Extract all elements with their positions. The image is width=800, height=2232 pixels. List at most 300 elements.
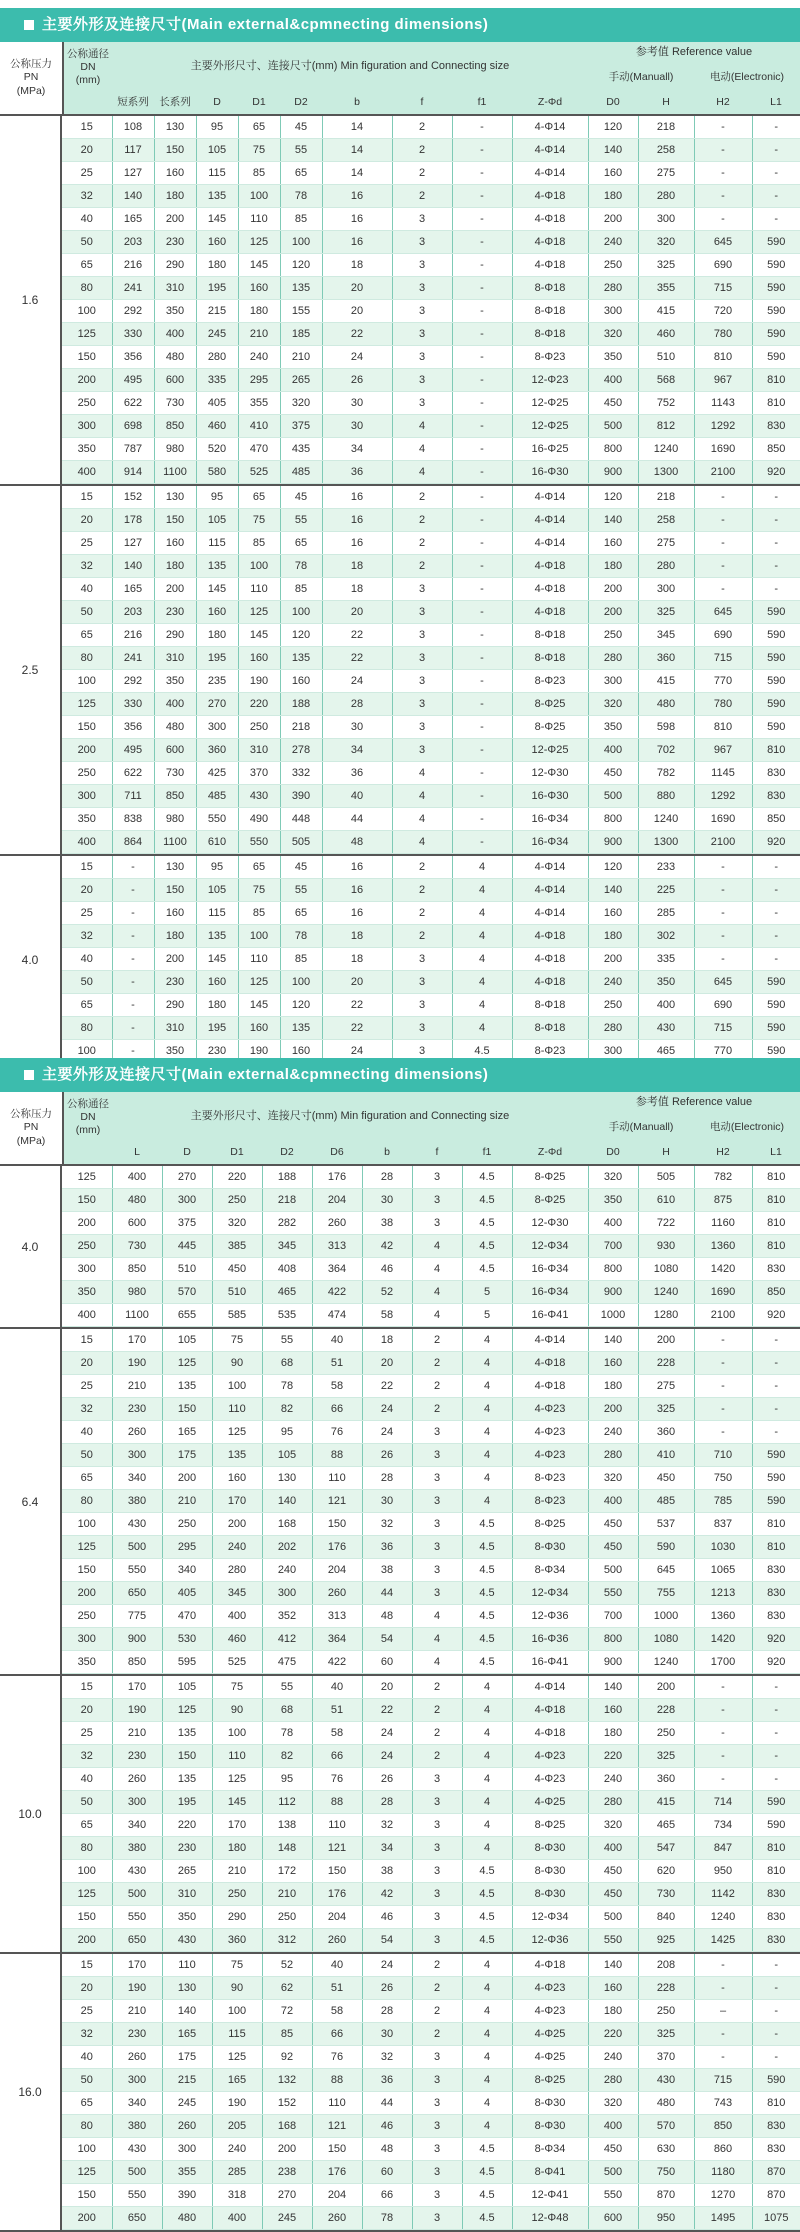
header-diameter-dn: DN [80, 1111, 96, 1124]
table-cell: 325 [638, 1745, 694, 1768]
table-cell: 4 [412, 1651, 462, 1674]
table-cell: 400 [62, 1304, 112, 1327]
table-cell: 3 [412, 1837, 462, 1860]
table-cell: - [452, 300, 512, 323]
table-cell: 3 [392, 1040, 452, 1063]
table-cell: 313 [312, 1605, 362, 1628]
table-cell: 610 [638, 1189, 694, 1212]
table-cell: 110 [238, 948, 280, 971]
table-cell: 75 [238, 509, 280, 532]
table-cell: 3 [412, 2046, 462, 2069]
table-cell: 65 [238, 116, 280, 139]
table-cell: 810 [752, 369, 800, 392]
table-cell: - [752, 1954, 800, 1977]
table-cell: 178 [112, 509, 154, 532]
table-cell: - [452, 139, 512, 162]
table-cell: 430 [638, 2069, 694, 2092]
table-cell: 475 [262, 1651, 312, 1674]
table-cell: - [752, 532, 800, 555]
table-cell: 260 [312, 1212, 362, 1235]
table-cell: 240 [588, 971, 638, 994]
table-cell: 4 [452, 994, 512, 1017]
table-cell: 130 [154, 116, 196, 139]
table-cell: 1495 [694, 2207, 752, 2230]
table-cell: - [694, 1768, 752, 1791]
table-cell: 430 [112, 1860, 162, 1883]
table-cell: - [752, 162, 800, 185]
table-cell: 200 [62, 2207, 112, 2230]
header-electronic: 电动(Electronic) [709, 71, 785, 84]
table-cell: 110 [212, 1398, 262, 1421]
table-cell: 52 [262, 1954, 312, 1977]
table-cell: 58 [362, 1304, 412, 1327]
table-cell: - [752, 139, 800, 162]
table-cell: 335 [196, 369, 238, 392]
table-cell: 1075 [752, 2207, 800, 2230]
table-cell: - [452, 578, 512, 601]
table-cell: 112 [262, 1791, 312, 1814]
table-cell: 300 [112, 1791, 162, 1814]
table-cell: 210 [112, 1722, 162, 1745]
table-cell: 75 [238, 139, 280, 162]
table-cell: 812 [638, 415, 694, 438]
header-diameter-cn: 公称通径 [67, 48, 109, 60]
table-cell: 4.5 [462, 2184, 512, 2207]
dimension-table [62, 1329, 800, 1674]
table-cell: 44 [362, 1582, 412, 1605]
table-cell: 22 [362, 1375, 412, 1398]
table-cell: 230 [196, 1040, 238, 1063]
table-cell: 810 [752, 1860, 800, 1883]
table-row [62, 1676, 800, 1699]
table-cell: 115 [196, 162, 238, 185]
table-cell: 4 [462, 2092, 512, 2115]
table-cell: 245 [262, 2207, 312, 2230]
table-cell: 140 [588, 1954, 638, 1977]
pressure-group [0, 1954, 800, 2232]
table-cell: 470 [238, 438, 280, 461]
table-cell: 28 [362, 1166, 412, 1189]
table-row [62, 785, 800, 808]
table-cell: 44 [322, 808, 392, 831]
table-cell: 4 [462, 2000, 512, 2023]
table-cell: 300 [638, 208, 694, 231]
table-cell: 4 [462, 1814, 512, 1837]
table-cell: 3 [392, 994, 452, 1017]
table-cell: 2 [392, 555, 452, 578]
table-cell: 4.5 [462, 1906, 512, 1929]
table-cell: 450 [588, 2138, 638, 2161]
table-cell: 4-Φ18 [512, 971, 588, 994]
table-cell: 260 [112, 1421, 162, 1444]
table-row [62, 1258, 800, 1281]
table-cell: 4 [462, 1954, 512, 1977]
table-cell: 230 [154, 971, 196, 994]
table-cell: 850 [112, 1258, 162, 1281]
table-cell: 88 [312, 1444, 362, 1467]
table-cell: 350 [588, 346, 638, 369]
table-cell: 65 [62, 624, 112, 647]
table-cell: 140 [112, 185, 154, 208]
table-row [62, 116, 800, 139]
table-cell: 300 [162, 1189, 212, 1212]
table-cell: 140 [588, 509, 638, 532]
table-cell: 622 [112, 392, 154, 415]
table-cell: 930 [638, 1235, 694, 1258]
table-cell: 20 [322, 277, 392, 300]
table-cell: 51 [312, 1977, 362, 2000]
table-cell: 65 [280, 162, 322, 185]
table-cell: 250 [62, 762, 112, 785]
table-cell: 500 [588, 1559, 638, 1582]
table-cell: 530 [162, 1628, 212, 1651]
table-cell: 480 [162, 2207, 212, 2230]
table-cell: 3 [412, 1166, 462, 1189]
table-cell: 210 [112, 1375, 162, 1398]
table-cell: 180 [196, 624, 238, 647]
table-cell: 4 [462, 1375, 512, 1398]
table-cell: 650 [112, 1582, 162, 1605]
table-cell: 500 [588, 415, 638, 438]
table-cell: 830 [752, 415, 800, 438]
table-cell: 313 [312, 1235, 362, 1258]
table-cell: 860 [694, 2138, 752, 2161]
table-cell: - [694, 1398, 752, 1421]
table-cell: 375 [280, 415, 322, 438]
table-cell: 235 [196, 670, 238, 693]
table-cell: 510 [212, 1281, 262, 1304]
table-cell: 250 [638, 2000, 694, 2023]
table-cell: 16-Φ34 [512, 831, 588, 854]
table-cell: 150 [62, 1559, 112, 1582]
table-cell: 590 [752, 277, 800, 300]
table-cell: 200 [588, 1398, 638, 1421]
table-cell: 230 [112, 1398, 162, 1421]
table-cell: 350 [638, 971, 694, 994]
table-cell: - [694, 1954, 752, 1977]
table-cell: - [452, 808, 512, 831]
table-cell: - [452, 116, 512, 139]
table-cell: 400 [62, 461, 112, 484]
table-cell: 188 [280, 693, 322, 716]
col-header: H2 [716, 1146, 730, 1159]
table-cell: 400 [588, 2115, 638, 2138]
table-cell: 130 [154, 856, 196, 879]
table-cell: 200 [154, 208, 196, 231]
table-cell: 245 [196, 323, 238, 346]
table-cell: 38 [362, 1860, 412, 1883]
table-cell: 135 [196, 185, 238, 208]
table-cell: 2 [412, 1722, 462, 1745]
table-cell: 870 [638, 2184, 694, 2207]
table-cell: 210 [280, 346, 322, 369]
table-cell: 1690 [694, 808, 752, 831]
table-row [62, 1814, 800, 1837]
table-cell: - [752, 509, 800, 532]
table-cell: 54 [362, 1628, 412, 1651]
table-cell: 8-Φ30 [512, 1883, 588, 1906]
table-row [62, 1398, 800, 1421]
table-cell: - [752, 2000, 800, 2023]
table-cell: 425 [196, 762, 238, 785]
table-cell: 68 [262, 1699, 312, 1722]
table-cell: - [694, 856, 752, 879]
table-cell: - [694, 139, 752, 162]
table-cell: 295 [238, 369, 280, 392]
table-cell: 4.5 [462, 1559, 512, 1582]
table-row [62, 601, 800, 624]
table-cell: 180 [588, 185, 638, 208]
table-cell: 160 [588, 532, 638, 555]
table-cell: 4 [462, 1977, 512, 2000]
table-cell: 230 [162, 1837, 212, 1860]
table-cell: 92 [262, 2046, 312, 2069]
table-cell: 360 [638, 1768, 694, 1791]
table-cell: 352 [262, 1605, 312, 1628]
table-cell: 547 [638, 1837, 694, 1860]
table-cell: 120 [588, 486, 638, 509]
table-cell: 300 [262, 1582, 312, 1605]
table-cell: 810 [752, 1513, 800, 1536]
table-cell: 710 [694, 1444, 752, 1467]
table-cell: 325 [638, 2023, 694, 2046]
table-cell: 176 [312, 1166, 362, 1189]
table-cell: 840 [638, 1906, 694, 1929]
table-cell: 8-Φ30 [512, 2115, 588, 2138]
table-cell: 121 [312, 2115, 362, 2138]
table-cell: 16-Φ36 [512, 1628, 588, 1651]
table-row [62, 1467, 800, 1490]
table-cell: 480 [154, 346, 196, 369]
table-cell: 3 [392, 601, 452, 624]
table-cell: 95 [196, 486, 238, 509]
table-cell: 650 [112, 2207, 162, 2230]
table-cell: 310 [154, 647, 196, 670]
table-cell: 170 [112, 1676, 162, 1699]
table-cell: 250 [212, 1883, 262, 1906]
table-cell: 275 [638, 162, 694, 185]
table-cell: 135 [280, 1017, 322, 1040]
table-cell: 160 [212, 1467, 262, 1490]
table-cell: 245 [162, 2092, 212, 2115]
table-row [62, 1352, 800, 1375]
table-cell: 4 [412, 1628, 462, 1651]
table-cell: 755 [638, 1582, 694, 1605]
table-cell: 278 [280, 739, 322, 762]
col-header: D2 [294, 96, 308, 109]
table-cell: 1360 [694, 1605, 752, 1628]
table-cell: - [694, 1421, 752, 1444]
table-cell: 715 [694, 1017, 752, 1040]
table-cell: 105 [196, 139, 238, 162]
table-cell: 200 [162, 1467, 212, 1490]
table-cell: 280 [638, 555, 694, 578]
table-row [62, 1768, 800, 1791]
table-cell: 20 [62, 1352, 112, 1375]
table-cell: - [112, 902, 154, 925]
table-cell: 108 [112, 116, 154, 139]
table-cell: 2100 [694, 831, 752, 854]
table-cell: 830 [752, 1258, 800, 1281]
table-cell: 3 [412, 1860, 462, 1883]
table-cell: 1145 [694, 762, 752, 785]
table-cell: 270 [196, 693, 238, 716]
header-diameter [64, 42, 112, 114]
table-row [62, 1017, 800, 1040]
table-cell: 4-Φ14 [512, 856, 588, 879]
table-cell: 830 [752, 785, 800, 808]
table-cell: - [112, 971, 154, 994]
table-cell: 250 [212, 1189, 262, 1212]
table-cell: 8-Φ23 [512, 1490, 588, 1513]
table-cell: 125 [62, 1166, 112, 1189]
table-cell: 2 [392, 185, 452, 208]
table-cell: 88 [312, 2069, 362, 2092]
table-cell: 1300 [638, 831, 694, 854]
table-cell: 260 [162, 2115, 212, 2138]
table-cell: 117 [112, 139, 154, 162]
table-cell: 320 [280, 392, 322, 415]
table-cell: 415 [638, 1791, 694, 1814]
table-cell: 100 [62, 300, 112, 323]
table-cell: 1000 [588, 1304, 638, 1327]
table-body [0, 1166, 800, 2232]
table-cell: 480 [112, 1189, 162, 1212]
table-cell: 233 [638, 856, 694, 879]
table-cell: 280 [638, 185, 694, 208]
table-cell: 2 [392, 139, 452, 162]
table-cell: 430 [162, 1929, 212, 1952]
table-cell: 300 [196, 716, 238, 739]
table-cell: 125 [162, 1352, 212, 1375]
table-row [62, 879, 800, 902]
table-cell: - [752, 2046, 800, 2069]
table-cell: 900 [588, 1281, 638, 1304]
header-pressure-unit: (MPa) [16, 84, 46, 97]
table-cell: 400 [112, 1166, 162, 1189]
table-cell: 4.5 [462, 1651, 512, 1674]
table-cell: 250 [638, 1722, 694, 1745]
table-cell: 350 [62, 1651, 112, 1674]
table-cell: 150 [154, 139, 196, 162]
table-cell: 115 [212, 2023, 262, 2046]
table-cell: 3 [392, 300, 452, 323]
table-cell: - [452, 162, 512, 185]
table-cell: 205 [212, 2115, 262, 2138]
table-cell: 345 [262, 1235, 312, 1258]
pressure-group [0, 116, 800, 486]
table-cell: 4 [462, 1768, 512, 1791]
table-row [62, 647, 800, 670]
table-cell: 292 [112, 300, 154, 323]
table-cell: 3 [412, 2207, 462, 2230]
table-cell: - [694, 1722, 752, 1745]
table-cell: - [694, 116, 752, 139]
table-cell: - [694, 1676, 752, 1699]
table-cell: 535 [262, 1304, 312, 1327]
table-cell: - [752, 1676, 800, 1699]
table-cell: 650 [112, 1929, 162, 1952]
table-row [62, 1329, 800, 1352]
table-cell: 100 [62, 1040, 112, 1063]
table-cell: 12-Φ48 [512, 2207, 588, 2230]
table-cell: 500 [112, 2161, 162, 2184]
table-cell: 250 [62, 1235, 112, 1258]
table-cell: - [752, 185, 800, 208]
table-cell: 400 [588, 1212, 638, 1235]
table-cell: 48 [322, 831, 392, 854]
table-cell: 830 [752, 1906, 800, 1929]
table-cell: 12-Φ34 [512, 1582, 588, 1605]
pressure-group [0, 1329, 800, 1676]
header-reference: 参考值 Reference value [635, 46, 753, 59]
table-cell: - [694, 208, 752, 231]
table-cell: 300 [638, 578, 694, 601]
table-cell: 4 [462, 1745, 512, 1768]
table-cell: 360 [196, 739, 238, 762]
table-cell: 590 [752, 647, 800, 670]
table-cell: 8-Φ25 [512, 1513, 588, 1536]
table-row [62, 2161, 800, 2184]
table-cell: - [452, 509, 512, 532]
table-cell: 1292 [694, 785, 752, 808]
table-cell: 4.5 [462, 1513, 512, 1536]
pressure-label: 6.4 [0, 1329, 62, 1674]
table-cell: 203 [112, 601, 154, 624]
table-cell: 240 [588, 1768, 638, 1791]
table-cell: 200 [62, 739, 112, 762]
table-cell: 24 [362, 1954, 412, 1977]
table-cell: 203 [112, 231, 154, 254]
table-cell: 280 [588, 1444, 638, 1467]
table-cell: 4 [412, 1281, 462, 1304]
table-cell: 4-Φ18 [512, 578, 588, 601]
table-cell: 870 [752, 2161, 800, 2184]
table-cell: 30 [322, 716, 392, 739]
table-cell: 300 [588, 670, 638, 693]
table-cell: 580 [196, 461, 238, 484]
table-row [62, 1906, 800, 1929]
table-cell: 590 [752, 624, 800, 647]
table-cell: 485 [196, 785, 238, 808]
table-cell: 65 [62, 994, 112, 1017]
table-cell: 28 [362, 1467, 412, 1490]
table-cell: 1240 [638, 438, 694, 461]
table-cell: 46 [362, 1906, 412, 1929]
table-cell: 350 [154, 300, 196, 323]
table-cell: 590 [752, 1040, 800, 1063]
table-cell: 430 [238, 785, 280, 808]
table-cell: 850 [154, 415, 196, 438]
table-cell: 410 [238, 415, 280, 438]
table-cell: 204 [312, 2184, 362, 2207]
table-cell: 280 [588, 1017, 638, 1040]
table-cell: 3 [412, 1929, 462, 1952]
table-cell: 460 [196, 415, 238, 438]
table-cell: 20 [62, 509, 112, 532]
table-cell: 170 [212, 1814, 262, 1837]
table-cell: 4.5 [462, 1189, 512, 1212]
table-cell: 12-Φ25 [512, 415, 588, 438]
table-cell: 165 [112, 208, 154, 231]
table-cell: 415 [638, 300, 694, 323]
table-cell: - [112, 994, 154, 1017]
table-cell: 380 [112, 1837, 162, 1860]
table-row [62, 1651, 800, 1674]
table-cell: 590 [752, 346, 800, 369]
table-cell: 300 [112, 1444, 162, 1467]
table-cell: 850 [112, 1651, 162, 1674]
